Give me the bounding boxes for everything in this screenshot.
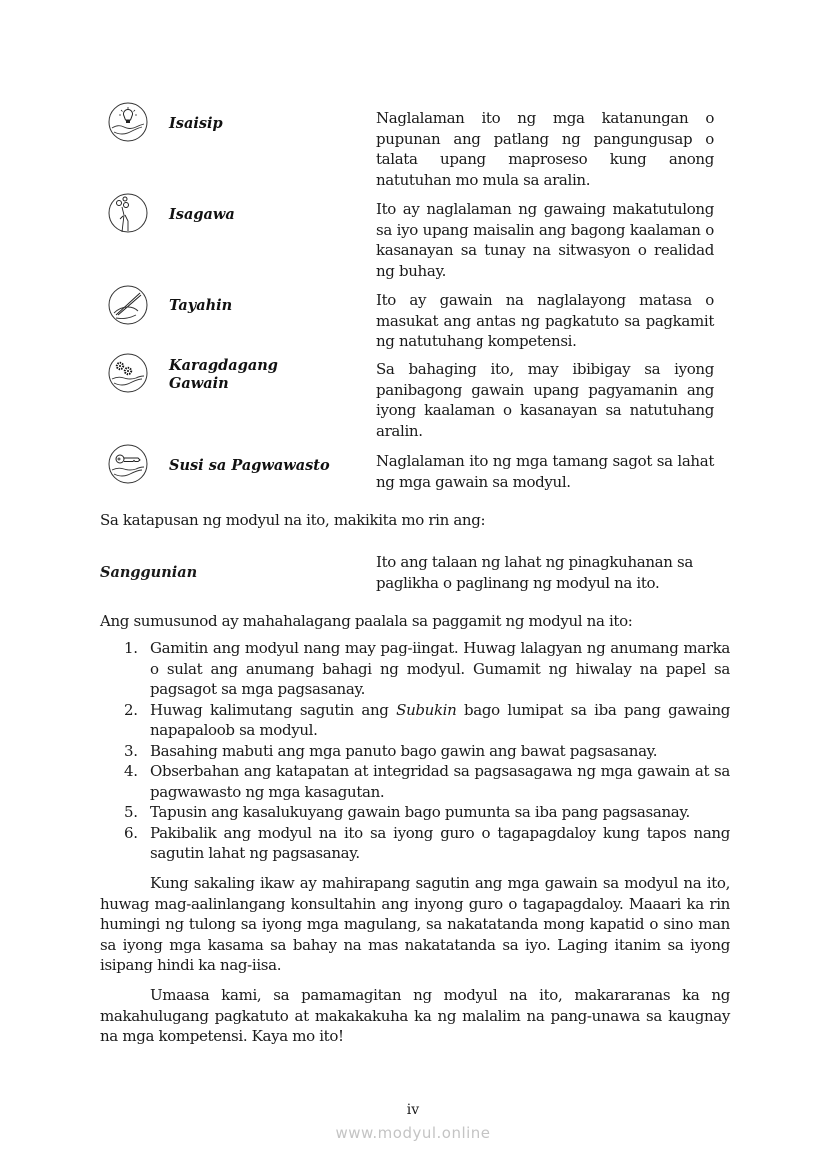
reminder-emphasis: Subukin — [396, 700, 457, 719]
reminder-item — [100, 638, 730, 700]
section-description: Ito ay naglalaman ng gawaing makatutulong sa iyo upang maisalin ang bagong kaalaman o kasanayan sa tunay na sitwasyon o realidad ng buhay. — [376, 200, 714, 280]
help-paragraph: Kung sakaling ikaw ay mahirapang sagutin ang mga gawain sa modyul na ito, huwag mag-aalinlangang konsultahin ang inyong guro o tagapagdaloy. Maaari ka rin humingi ng tulong sa iyong mga magulang, sa nakatatanda mong kapatid o sino man sa iyong mga kasama sa bahay na mas nakatatanda sa iyo. Laging itanim sa iyong isipang hindi ka nag-iisa. — [100, 874, 730, 974]
sanggunian-description-line: paglikha o paglinang ng modyul na ito. — [376, 574, 660, 592]
reminder-number: 4. — [124, 762, 138, 780]
end-intro-text: Sa katapusan ng modyul na ito, makikita mo rin ang: — [100, 511, 486, 529]
watermark-link[interactable]: www.modyul.online — [335, 1124, 491, 1142]
gears-hand-icon — [108, 353, 148, 393]
reminder-item — [100, 823, 730, 864]
reminder-number: 3. — [124, 741, 138, 760]
section-label: Tayahin — [169, 297, 233, 314]
reminder-item — [100, 802, 730, 823]
page-number: iv — [406, 1102, 420, 1118]
reminder-text: Huwag kalimutang sagutin ang — [150, 700, 397, 719]
section-label: Isagawa — [169, 206, 235, 223]
closing-paragraph: Umaasa kami, sa pamamagitan ng modyul na ito, makararanas ka ng makahulugang pagkatuto at makakakuha ka ng malalim na pang-unawa sa kaugnay na mga kompetensi. Kaya mo ito! — [100, 986, 730, 1045]
reminder-item — [100, 741, 730, 762]
reminder-text: bago lumipat sa iba pang gawaing napapaloob sa modyul. — [150, 700, 731, 739]
reminder-number: 5. — [124, 803, 138, 821]
reminder-item — [100, 700, 730, 741]
reminder-text: Tapusin ang kasalukuyang gawain bago pumunta sa iba pang pagsasanay. — [150, 803, 690, 821]
reminder-text: Gamitin ang modyul nang may pag-iingat. Huwag lalagyan ng anumang marka o sulat ang anumang bahagi ng modyul. Gumamit ng hiwalay na papel sa pagsagot sa mga pagsasanay. — [150, 639, 730, 698]
section-description: Naglalaman ito ng mga tamang sagot sa lahat ng mga gawain sa modyul. — [376, 452, 714, 491]
sanggunian-label: Sanggunian — [100, 564, 198, 581]
reminder-text: Obserbahan ang katapatan at integridad sa pagsasagawa ng mga gawain at sa pagwawasto ng mga kasagutan. — [150, 762, 730, 801]
key-hand-icon — [108, 444, 148, 484]
reminder-number: 1. — [124, 639, 138, 657]
reminder-text: Pakibalik ang modyul na ito sa iyong guro o tagapagdaloy kung tapos nang sagutin lahat ng pagsasanay. — [150, 823, 730, 862]
section-label: Susi sa Pagwawasto — [169, 457, 330, 474]
reminders-intro-text: Ang sumusunod ay mahahalagang paalala sa paggamit ng modyul na ito: — [100, 612, 633, 630]
section-label: Karagdagang Gawain — [169, 357, 278, 392]
reminder-item — [100, 761, 730, 802]
reminder-number: 6. — [124, 823, 138, 842]
section-description: Ito ay gawain na naglalayong matasa o masukat ang antas ng pagkatuto sa pagkamit ng natutuhang kompetensi. — [376, 291, 714, 350]
sanggunian-description-line: Ito ang talaan ng lahat ng pinagkuhanan sa — [376, 553, 693, 571]
reminders-list — [100, 638, 730, 864]
reminder-number: 2. — [124, 700, 138, 719]
section-description: Sa bahaging ito, may ibibigay sa iyong panibagong gawain upang pagyamanin ang iyong kaalaman o kasanayan sa natutuhang aralin. — [376, 360, 714, 440]
lightbulb-hand-icon — [108, 102, 148, 142]
hand-pen-icon — [108, 285, 148, 325]
reminder-text: Basahing mabuti ang mga panuto bago gawin ang bawat pagsasanay. — [150, 741, 658, 760]
hand-flowers-icon — [108, 193, 148, 233]
sanggunian-description — [376, 552, 726, 594]
section-label: Isaisip — [169, 115, 223, 132]
section-description: Naglalaman ito ng mga katanungan o pupunan ang patlang ng pangungusap o talata upang maproseso kung anong natutuhan mo mula sa aralin. — [376, 109, 714, 189]
